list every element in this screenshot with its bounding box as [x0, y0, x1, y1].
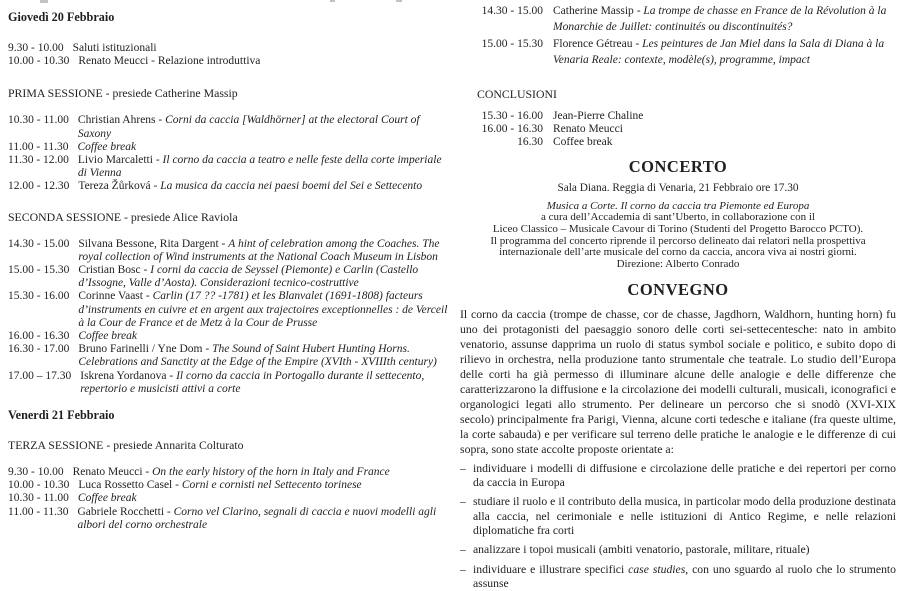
speaker-name: Tereza Žůrková: [78, 180, 151, 193]
speaker-name: Bruno Farinelli / Yne Dom: [78, 343, 203, 356]
time-range: 9.30 - 10.00: [8, 42, 64, 54]
dash-bullet: –: [460, 543, 466, 557]
bullet-text: analizzare i topoi musicali (ambiti venatorio, pastorale, militare, rituale): [473, 543, 810, 557]
speaker-name: Florence Gétreau: [553, 37, 633, 50]
schedule-row: [8, 343, 450, 369]
time-range: 12.00 - 12.30: [8, 180, 70, 193]
schedule-row: [477, 123, 896, 136]
schedule-row: [8, 479, 450, 492]
talk-title: Il corno da caccia in Portogallo durante il settecento, repertorio e musicisti attivi a corte: [80, 369, 425, 395]
concerto-description-line: Il programma del concerto riprende il percorso delineato dai relatori nella prospettiva: [490, 234, 866, 247]
schedule-row: [477, 136, 896, 149]
time-range: 10.30 - 11.00: [8, 492, 69, 505]
separator: -: [152, 154, 163, 167]
separator: -: [140, 264, 151, 277]
separator: -: [218, 237, 229, 250]
dash-bullet: –: [460, 495, 466, 509]
schedule-row: [477, 110, 896, 123]
talk-title: La trompe de chasse en France de la Révolution à la Monarchie de Juillet: continuités ou discontinuités?: [553, 5, 887, 34]
schedule-row: [477, 3, 896, 36]
speaker-name: Livio Marcaletti: [77, 154, 153, 167]
concerto-venue: Sala Diana. Reggia di Venaria, 21 Febbraio ore 17.30: [557, 181, 799, 194]
time-range: 10.00 - 10.30: [8, 55, 70, 68]
concerto-description-line: a cura dell’Accademia di sant’Uberto, in collaborazione con il: [541, 211, 815, 224]
separator: -: [172, 479, 182, 492]
concerto-program-title: Musica a Corte. Il corno da caccia tra Piemonte ed Europa: [546, 199, 810, 212]
separator: -: [142, 466, 153, 479]
concerto-description-line: internazionale dell’arte musicale del corno da caccia, ancora viva ai nostri giorni.: [499, 246, 857, 259]
talk-title: Corni e cornisti nel Settecento torinese: [181, 479, 362, 492]
concerto-description: [460, 212, 896, 271]
session3-schedule: [8, 466, 450, 532]
schedule-row: [8, 290, 450, 330]
schedule-row: [477, 36, 896, 69]
separator: -: [633, 5, 644, 17]
talk-title: Coffee break: [77, 492, 137, 505]
time-range: 15.30 - 16.00: [8, 290, 70, 303]
time-range: 14.30 - 15.00: [8, 237, 70, 250]
separator: -: [155, 114, 166, 127]
time-range: 16.30: [517, 135, 543, 148]
speaker-name: Coffee break: [553, 135, 613, 148]
talk-title: Coffee break: [78, 330, 137, 343]
separator: -: [164, 505, 174, 518]
time-range: 14.30 - 15.00: [481, 5, 543, 17]
schedule-row: [8, 370, 450, 396]
time-range: 9.30 - 10.00: [8, 466, 64, 479]
list-item: [460, 495, 896, 538]
separator: -: [632, 37, 643, 50]
talk-title: Les peintures de Jan Miel dans la Sala di Diana à la Venaria Reale: contexte, modèle(s), programme, impact: [553, 37, 885, 67]
day-header-friday: Venerdì 21 Febbraio: [8, 408, 115, 423]
concerto-description-line: Direzione: Alberto Conrado: [616, 258, 740, 271]
speaker-name: Silvana Bessone, Rita Dargent: [78, 237, 219, 250]
schedule-row: [8, 330, 450, 343]
schedule-row: [8, 55, 450, 68]
program-left-column: [8, 0, 450, 532]
schedule-row: [8, 238, 450, 264]
time-range: 10.00 - 10.30: [8, 479, 70, 492]
speaker-name: Luca Rossetto Casel: [78, 479, 173, 492]
speaker-name: Cristian Bosc: [78, 264, 141, 277]
talk-title: A hint of celebration among the Coaches. The royal collection of Wind instruments at the National Coach Museum in Lisbon: [78, 237, 440, 263]
time-range: 16.00 - 16.30: [481, 122, 543, 135]
conclusioni-schedule: [460, 110, 896, 149]
schedule-row: [8, 114, 450, 140]
speaker-name: Jean-Pierre Chaline: [553, 109, 644, 122]
talk-title: Coffee break: [77, 140, 137, 153]
schedule-row: [8, 180, 450, 193]
separator: -: [150, 180, 161, 193]
talk-title: On the early history of the horn in Italy and France: [152, 466, 390, 479]
separator: -: [166, 369, 177, 382]
time-range: 15.30 - 16.00: [481, 109, 543, 122]
time-range: 16.00 - 16.30: [8, 330, 70, 343]
time-range: 16.30 - 17.00: [8, 343, 70, 356]
speaker-name: Corinne Vaast: [78, 290, 143, 303]
bullet-text-italic: case studies: [628, 562, 686, 576]
speaker-name: Renato Meucci - Relazione introduttiva: [78, 55, 261, 68]
schedule-row: [8, 506, 450, 532]
concerto-program: [460, 201, 896, 271]
talk-title: La musica da caccia nei paesi boemi del Sei e Settecento: [160, 180, 423, 193]
session2-schedule: [8, 238, 450, 396]
dash-bullet: –: [460, 461, 466, 475]
speaker-name: Renato Meucci: [553, 122, 623, 135]
schedule-row: [8, 42, 450, 55]
convegno-bullet-list: [460, 462, 896, 591]
conclusioni-header: CONCLUSIONI: [477, 86, 557, 101]
bullet-text: studiare il ruolo e il contributo della musica, in particolar modo della produzione destinata alla caccia, nel cerimoniale e nelle istituzioni di Antico Regime, e nelle relazioni diplomatiche fra corti: [473, 495, 896, 538]
separator: -: [202, 343, 213, 356]
time-range: 10.30 - 11.00: [8, 114, 69, 127]
speaker-name: Renato Meucci: [72, 466, 143, 479]
session1-schedule: [8, 114, 450, 193]
friday-afternoon-schedule: [460, 3, 896, 69]
speaker-name: Saluti istituzionali: [72, 42, 157, 54]
schedule-row: [8, 264, 450, 290]
schedule-row: [8, 492, 450, 505]
talk-title: The Sound of Saint Hubert Hunting Horns. Celebrations and Sanctity at the Edge of the Empire (XVIth - XVIIIth century): [78, 343, 437, 369]
dash-bullet: –: [460, 562, 466, 576]
session-header-seconda: SECONDA SESSIONE - presiede Alice Raviola: [8, 209, 238, 224]
bullet-text-after: , con uno sguardo al ruolo che lo strumento assunse: [473, 562, 896, 590]
concerto-description-line: Liceo Classico – Musicale Cavour di Torino (Studenti del Progetto Barocco PCTO).: [492, 223, 864, 236]
session-header-terza: TERZA SESSIONE - presiede Annarita Colturato: [8, 438, 244, 453]
session-header-prima: PRIMA SESSIONE - presiede Catherine Massip: [8, 86, 238, 101]
time-range: 11.00 - 11.30: [8, 505, 69, 518]
list-item: [460, 543, 896, 557]
convegno-paragraph: Il corno da caccia (trompe de chasse, cor de chasse, Jagdhorn, Waldhorn, hunting horn) fu uno dei protagonisti del paesaggio sonoro delle corti sei-settecentesche: nato in ambito venatorio, assunse dapprima un ruolo di status symbol sociale e politico, e subito dopo di rilievo in orchestra, nella produzione tanto strumentale che teatrale. Lo studio dell’Europa delle corti ha già permesso di illuminare alcune delle analogie e delle differenze che caratterizzarono la diffusione e la circolazione dei modelli culturali, musicali, iconografici e organologici legati allo strumento. Per delineare un percorso che si snodò (XVI-XIX secolo) principalmente fra Parigi, Vienna, alcune corti tedesche e italiane (fra queste ultime, la corte sabauda) e per verificare sul terreno delle pratiche le analogie e le differenze di cui sopra, sono state accolte proposte orientate a:: [460, 306, 896, 456]
time-range: 17.00 – 17.30: [8, 369, 72, 382]
bullet-text: individuare i modelli di diffusione e circolazione delle pratiche e dei repertori per corno da caccia in Europa: [473, 461, 896, 490]
schedule-row: [8, 141, 450, 154]
list-item: [460, 462, 896, 491]
talk-title: Il corno da caccia a teatro e nelle feste della corte imperiale di Vienna: [77, 154, 442, 180]
talk-title: Corni da caccia [Waldhörner] at the electoral Court of Saxony: [77, 114, 420, 140]
time-range: 11.00 - 11.30: [8, 140, 69, 153]
speaker-name: Christian Ahrens: [77, 114, 156, 127]
talk-title: Carlin (17 ?? -1781) et les Blanvalet (1691-1808) facteurs d’instruments en cuivre et en argent aux trajectoires exceptionnelles : de Verceil à la Cour de France et de Metz à la Cour de Prusse: [78, 290, 448, 329]
schedule-row: [8, 154, 450, 180]
speaker-name: Gabriele Rocchetti: [77, 505, 165, 518]
separator: -: [142, 290, 153, 303]
time-range: 11.30 - 12.00: [8, 154, 69, 167]
talk-title: Corno vel Clarino, segnali di caccia e nuovi modelli agli albori del corno orchestrale: [77, 505, 437, 531]
time-range: 15.00 - 15.30: [8, 264, 70, 277]
speaker-name: Iskrena Yordanova: [80, 369, 167, 382]
list-item: [460, 563, 896, 591]
time-range: 15.00 - 15.30: [481, 37, 543, 50]
program-right-column: [460, 0, 896, 591]
bullet-text: individuare e illustrare specifici: [473, 562, 629, 576]
schedule-row: [8, 466, 450, 479]
convegno-heading: CONVEGNO: [627, 279, 729, 299]
talk-title: I corni da caccia de Seyssel (Piemonte) e Carlin (Castello d’Issogne, Valle d’Aosta). Considerazioni tecnico-costruttive: [78, 264, 419, 290]
speaker-name: Catherine Massip: [553, 5, 634, 17]
opening-schedule: [8, 42, 450, 68]
day-header-thursday: Giovedì 20 Febbraio: [8, 10, 115, 24]
concerto-heading: CONCERTO: [628, 156, 728, 176]
